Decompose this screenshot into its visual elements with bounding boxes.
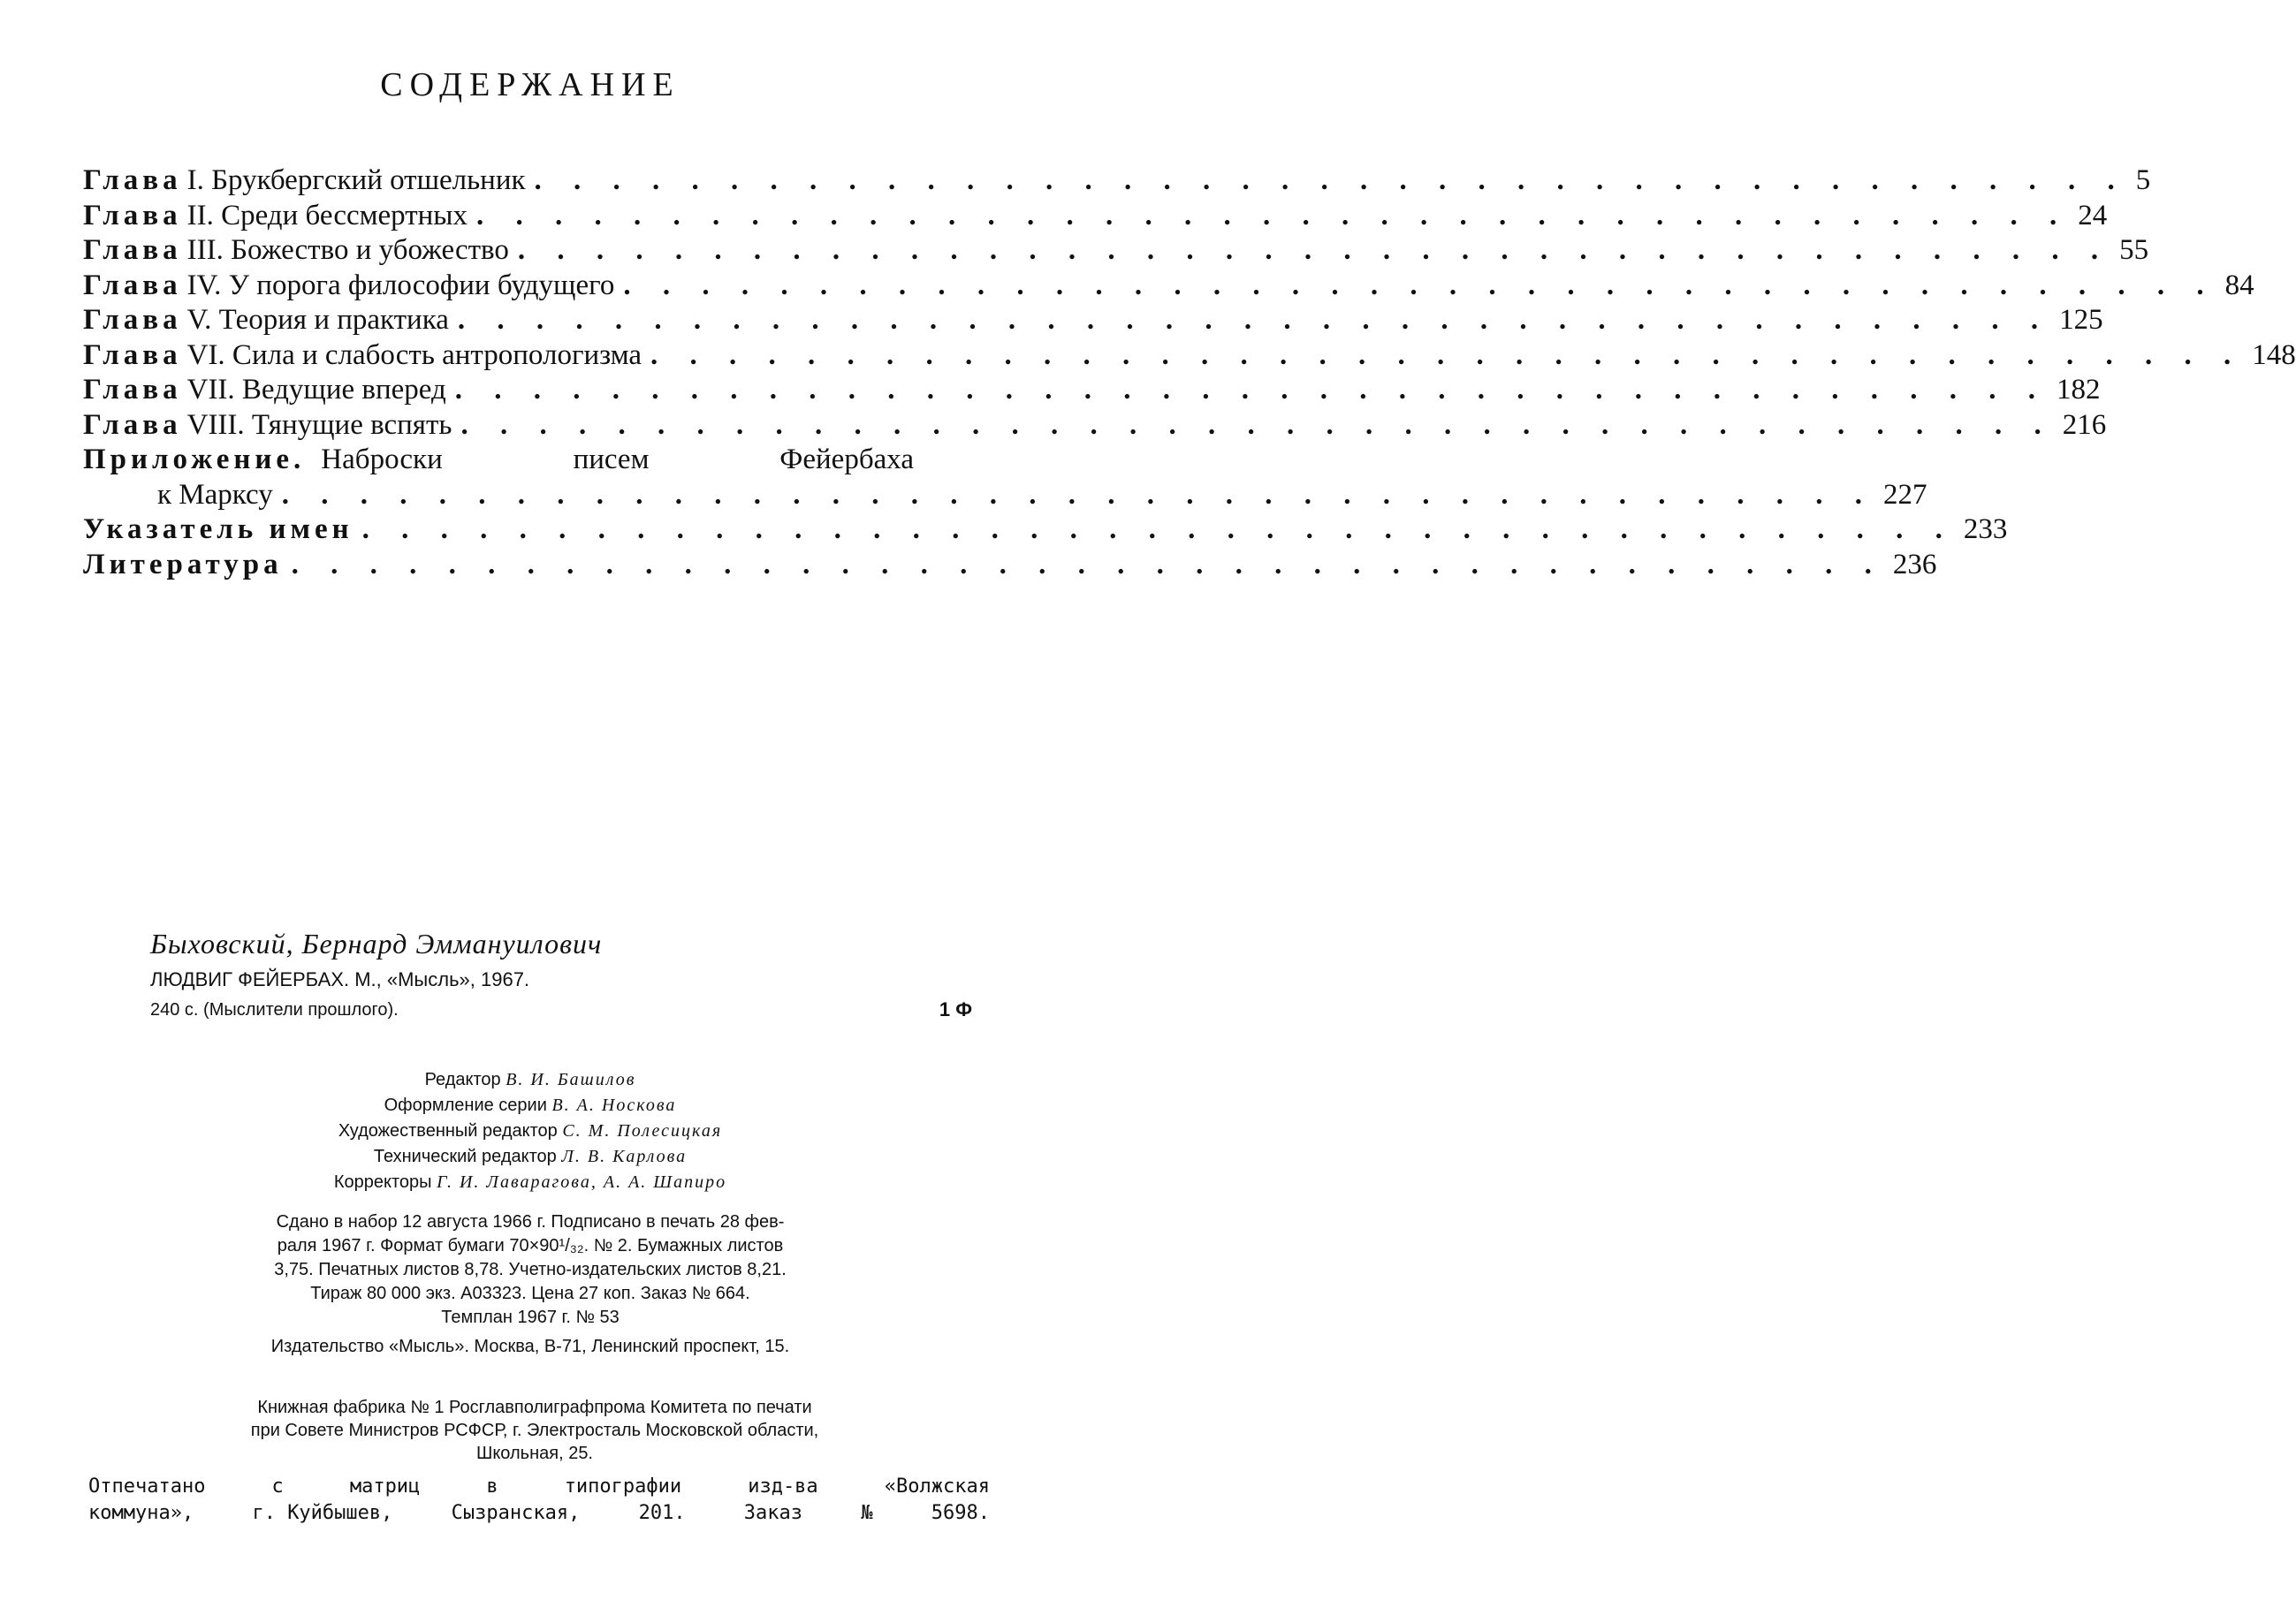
printed-word: 201. [638, 1502, 686, 1524]
credit-role: Художественный редактор [338, 1121, 558, 1141]
credit-line [0, 1119, 1061, 1144]
factory-line: Школьная, 25. [476, 1444, 593, 1463]
toc-entry [83, 269, 2254, 304]
toc-leader-dots: . . . . . . . . . . . . . . . . . . . . . . . . . . . . . . . . . . . . . . . . . [291, 548, 1884, 580]
credit-role: Редактор [424, 1070, 501, 1089]
toc-entry-page: 236 [1892, 548, 1937, 580]
toc-leader-dots: . . . . . . . . . . . . . . . . . . . . . . . . . . . . . . . . . . . . . . . . . [623, 269, 2216, 301]
toc-entry [83, 338, 2296, 374]
printed-word: с [271, 1475, 284, 1498]
tech-line: Сдано в набор 12 августа 1966 г. Подписано в печать 28 фев- [276, 1212, 785, 1232]
toc-appendix-continuation [83, 478, 1927, 513]
toc-entry-title: IV. У порога философии будущего [186, 269, 615, 301]
factory-line: при Совете Министров РСФСР, г. Электросталь Московской области, [250, 1421, 819, 1440]
toc-entry-title: VII. Ведущие вперед [186, 374, 446, 406]
printed-word: Отпечатано [88, 1475, 206, 1498]
printed-word: Заказ [743, 1502, 803, 1524]
toc-entry-page: 182 [2057, 374, 2101, 406]
toc-entry [83, 373, 2101, 408]
toc-appendix-word: Наброски [321, 444, 443, 475]
toc-entry-title: II. Среди бессмертных [186, 199, 468, 231]
credit-name: В. А. Носкова [551, 1096, 677, 1115]
toc-entry-prefix: Глава [83, 338, 182, 371]
pages-line [150, 995, 972, 1025]
toc-entry-page: 227 [1882, 478, 1927, 511]
toc-entry-prefix: Глава [83, 408, 182, 441]
printed-word: № [861, 1502, 873, 1524]
toc-entry-title: V. Теория и практика [186, 304, 449, 336]
toc-literature-title: Литература [83, 548, 283, 580]
toc-entry-page: 24 [2078, 199, 2108, 231]
printing-factory [88, 1396, 981, 1465]
toc-leader-dots: . . . . . . . . . . . . . . . . . . . . . . . . . . . . . . . . . . . . . . . . . [361, 513, 1955, 545]
toc-entry [83, 303, 2103, 338]
factory-line: Книжная фабрика № 1 Росглавполиграфпрома Комитета по печати [257, 1398, 812, 1417]
toc-entry [83, 163, 2151, 199]
toc-entry-prefix: Глава [83, 234, 182, 266]
toc-entry-title: III. Божество и убожество [186, 234, 509, 266]
printed-word: матриц [349, 1475, 421, 1498]
toc-entry [83, 199, 2108, 234]
toc-entry-title: VIII. Тянущие вспять [186, 408, 452, 441]
credit-role: Технический редактор [373, 1147, 557, 1166]
printed-line [88, 1474, 990, 1500]
credit-name: В. И. Башилов [506, 1070, 636, 1089]
toc-entry-page: 216 [2062, 408, 2107, 441]
credit-line [0, 1067, 1061, 1093]
printed-word: типографии [564, 1475, 682, 1498]
printed-word: 5698. [931, 1502, 990, 1524]
tech-line: раля 1967 г. Формат бумаги 70×90¹/₃₂. № 2. Бумажных листов [277, 1236, 784, 1255]
credit-role: Оформление серии [384, 1096, 547, 1115]
toc-appendix-continuation-text: к Марксу [157, 478, 273, 511]
toc-appendix-word: писем [573, 444, 650, 475]
printed-word: г. Куйбышев, [252, 1502, 393, 1524]
toc-entry-page: 84 [2224, 269, 2254, 301]
toc-leader-dots: . . . . . . . . . . . . . . . . . . . . . . . . . . . . . . . . . . . . . . . . . [281, 478, 1874, 511]
toc-entry-prefix: Глава [83, 199, 182, 231]
toc-entry-page: 148 [2252, 338, 2296, 371]
toc-entry-prefix: Глава [83, 304, 182, 336]
toc-leader-dots: . . . . . . . . . . . . . . . . . . . . . . . . . . . . . . . . . . . . . . . . . [475, 199, 2070, 231]
credits-block [0, 1067, 1061, 1195]
toc-appendix-entry [83, 443, 976, 478]
toc-leader-dots: . . . . . . . . . . . . . . . . . . . . . . . . . . . . . . . . . . . . . . . . . [457, 304, 2051, 336]
toc-entry-page: 5 [2135, 164, 2151, 196]
printed-word: в [486, 1475, 498, 1498]
toc-entry-page: 125 [2059, 304, 2103, 336]
printed-word: Сызранская, [451, 1502, 581, 1524]
pages-series: 240 с. (Мыслители прошлого). [150, 1000, 399, 1020]
printed-word: изд-ва [748, 1475, 818, 1498]
toc-entry-prefix: Глава [83, 269, 182, 301]
credit-name: С. М. Полесицкая [562, 1121, 723, 1141]
book-title-line: ЛЮДВИГ ФЕЙЕРБАХ. М., «Мысль», 1967. [150, 968, 530, 990]
toc-leader-dots: . . . . . . . . . . . . . . . . . . . . . . . . . . . . . . . . . . . . . . . . . [534, 164, 2127, 196]
toc-leader-dots: . . . . . . . . . . . . . . . . . . . . . . . . . . . . . . . . . . . . . . . . . [454, 374, 2049, 406]
credit-line [0, 1170, 1061, 1195]
toc-leader-dots: . . . . . . . . . . . . . . . . . . . . . . . . . . . . . . . . . . . . . . . . . [517, 234, 2111, 266]
credit-role: Корректоры [333, 1172, 432, 1192]
toc-entry-page: 55 [2119, 234, 2149, 266]
toc-entry [83, 233, 2149, 269]
author-name: Быховский, Бернард Эммануилович [150, 928, 603, 959]
toc-entry-title: I. Брукбергский отшельник [186, 164, 526, 196]
credit-name: Г. И. Лаварагова, А. А. Шапиро [437, 1172, 727, 1192]
printed-from-matrices [88, 1474, 990, 1527]
credit-name: Л. В. Карлова [561, 1147, 688, 1166]
toc-leader-dots: . . . . . . . . . . . . . . . . . . . . . . . . . . . . . . . . . . . . . . . . . [650, 338, 2244, 371]
tech-line: Темплан 1967 г. № 53 [441, 1308, 620, 1327]
technical-details [106, 1210, 954, 1330]
toc-appendix-title [321, 443, 914, 477]
printed-word: коммуна», [88, 1502, 194, 1524]
tech-line: Тираж 80 000 экз. А03323. Цена 27 коп. Заказ № 664. [310, 1284, 750, 1303]
toc-leader-dots: . . . . . . . . . . . . . . . . . . . . . . . . . . . . . . . . . . . . . . . . . [460, 408, 2054, 441]
classification-code: 1 Ф [939, 998, 972, 1020]
credit-line [0, 1093, 1061, 1119]
tech-line: 3,75. Печатных листов 8,78. Учетно-издательских листов 8,21. [274, 1260, 787, 1279]
toc-literature-entry [83, 548, 1937, 583]
publisher-address: Издательство «Мысль». Москва, В-71, Ленинский проспект, 15. [270, 1337, 790, 1356]
table-of-contents [83, 163, 2296, 582]
imprint-block [150, 928, 972, 1025]
toc-appendix-prefix: Приложение. [83, 444, 306, 475]
toc-entry [83, 408, 2107, 444]
toc-index-entry [83, 512, 2008, 548]
toc-index-title: Указатель имен [83, 513, 354, 545]
toc-title: СОДЕРЖАНИЕ [380, 66, 680, 103]
toc-entry-prefix: Глава [83, 164, 182, 196]
credit-line [0, 1144, 1061, 1170]
toc-entry-prefix: Глава [83, 374, 182, 406]
printed-word: «Волжская [884, 1475, 990, 1498]
toc-entry-page: 233 [1963, 513, 2008, 545]
toc-appendix-word: Фейербаха [779, 444, 914, 475]
toc-entry-title: VI. Сила и слабость антропологизма [186, 338, 642, 371]
printed-line [88, 1500, 990, 1527]
